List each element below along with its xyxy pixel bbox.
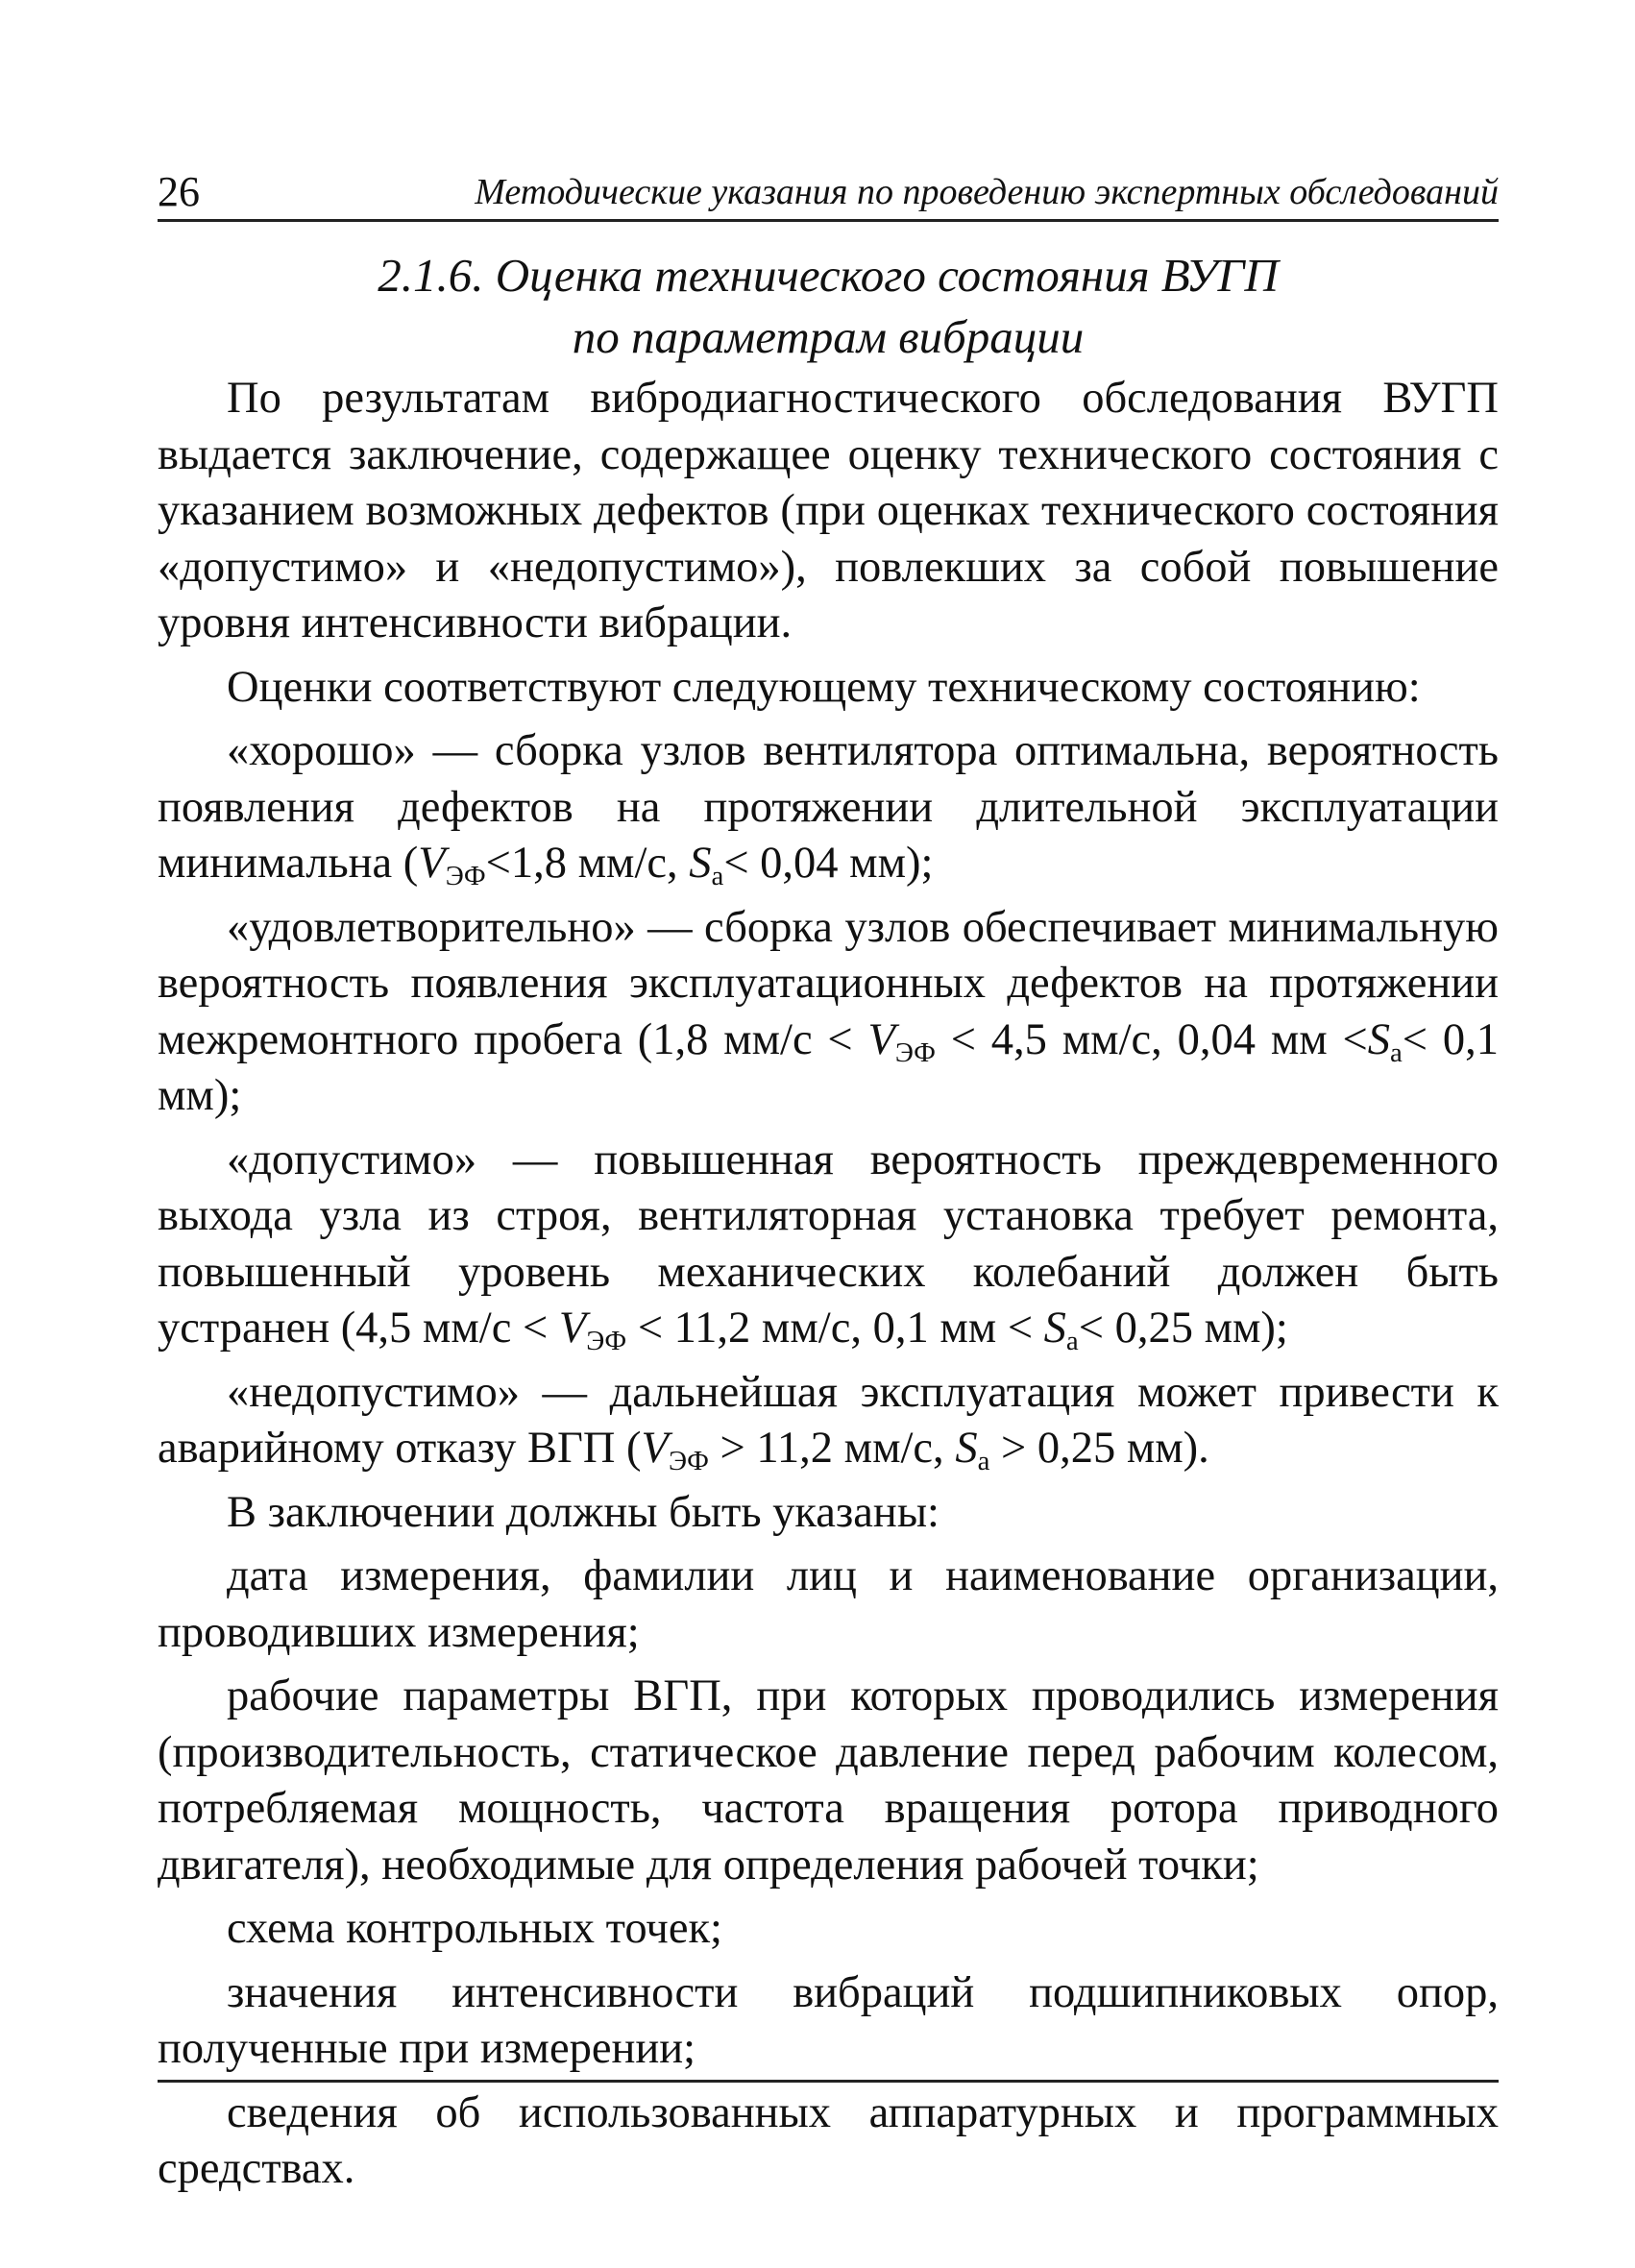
list-item: схема контрольных точек; — [227, 1904, 722, 1953]
section-heading — [158, 245, 1499, 368]
section-heading-line-1: 2.1.6. Оценка технического состояния ВУГП — [378, 249, 1279, 302]
page-number: 26 — [158, 168, 200, 215]
paragraph-intro: По результатам вибродиагностического обследования ВУГП выдается заключение, содержащее оценку технического состояния с указанием возможных дефектов (при оценках технического состояния «допустимо» и «недопустимо»), повлекших за собой повышение уровня интенсивности вибрации. — [158, 374, 1499, 647]
running-header-title: Методические указания по проведению экспертных обследований — [475, 172, 1499, 212]
list-item: значения интенсивности вибраций подшипниковых опор, полученные при измерении; — [158, 1967, 1499, 2073]
bottom-rule — [158, 2080, 1499, 2083]
assessment-unacceptable: «недопустимо» — дальнейшая эксплуатация может привести к аварийному отказу ВГП ($V_{ЭФ} > 11,2$ мм/с, $S_а > 0,25$ мм). — [158, 1367, 1499, 1477]
list-item: сведения об использованных аппаратурных и программных средствах. — [158, 2087, 1499, 2193]
paragraph-assessments: Оценки соответствуют следующему техническому состоянию: — [227, 662, 1421, 712]
body-text — [158, 371, 1499, 2206]
list-item: дата измерения, фамилии лиц и наименование организации, проводивших измерения; — [158, 1551, 1499, 1657]
running-header — [158, 161, 1499, 222]
section-heading-line-2: по параметрам вибрации — [572, 310, 1085, 363]
assessment-acceptable: «допустимо» — повышенная вероятность преждевременного выхода узла из строя, вентиляторная установка требует ремонта, повышенный уровень механических колебаний должен быть устранен (4,5 $мм/с < V_{ЭФ} < 11,2$ мм/с, 0,1 мм < $S_а< 0,25$ мм); — [158, 1134, 1499, 1357]
paragraph-conclusion: В заключении должны быть указаны: — [227, 1487, 940, 1537]
assessment-good: «хорошо» — сборка узлов вентилятора оптимальна, вероятность появления дефектов на протяжении длительной эксплуатации минимальна ($V_{ЭФ}<1,8$ мм/с, $S_а< 0,04$ мм); — [158, 726, 1499, 892]
list-item: рабочие параметры ВГП, при которых проводились измерения (производительность, статическое давление перед рабочим колесом, потребляемая мощность, частота вращения ротора приводного двигателя), необходимые для определения рабочей точки; — [158, 1671, 1499, 1890]
assessment-satisfactory: «удовлетворительно» — сборка узлов обеспечивает минимальную вероятность появления эксплуатационных дефектов на протяжении межремонтного пробега (1,8 $мм/с < V_{ЭФ} < 4,5$ мм/с, 0,04 мм $<S_а< 0,1$ мм); — [158, 902, 1499, 1120]
